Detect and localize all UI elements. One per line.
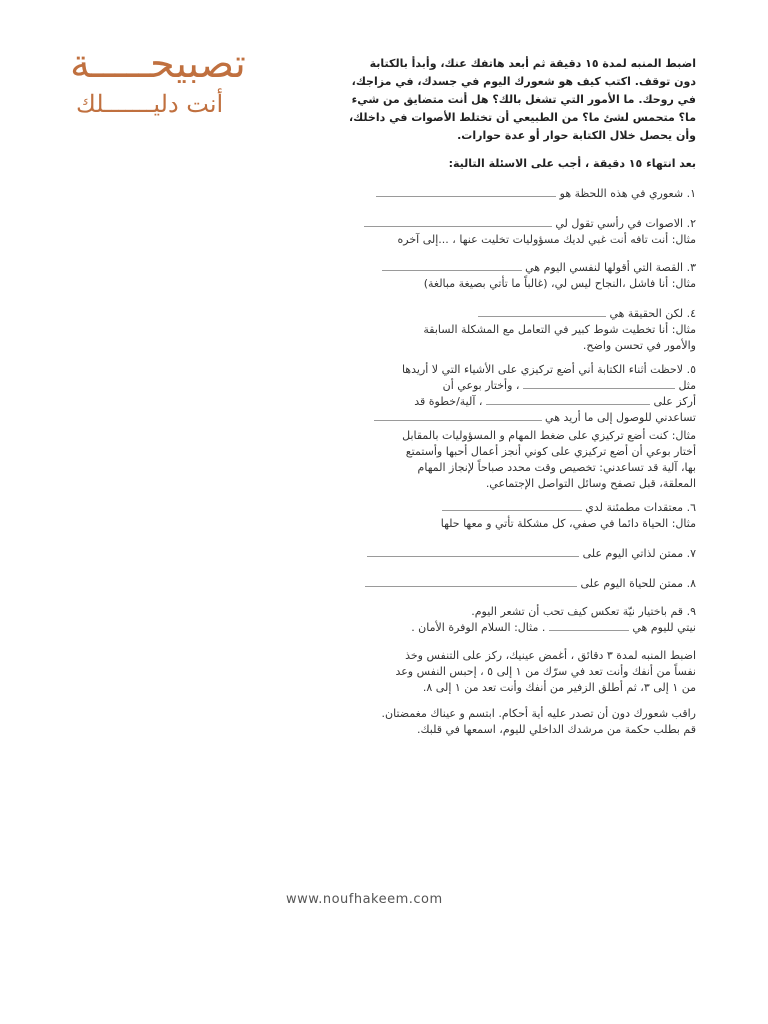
question-9: ٩. قم باختيار نيّة تعكس كيف تحب أن تشعر اليوم. (471, 605, 696, 618)
answer-blank-5c[interactable] (374, 411, 542, 421)
question-9-label: نيتي لليوم هي (632, 621, 696, 634)
question-5-label: ، وأختار بوعي أن (442, 379, 520, 392)
logo-subtitle: أنت دليـــــــلك (76, 90, 224, 118)
answer-blank-6[interactable] (442, 501, 582, 511)
question-8 (365, 576, 696, 592)
answer-blank-5b[interactable] (486, 395, 650, 405)
question-5-line (374, 410, 696, 426)
question-5-label: مثل (678, 379, 696, 392)
question-5-example: أختار بوعي أن أضع تركيزي على كوني أنجز أعمال أحبها وأستمتع (405, 445, 696, 458)
footer-website: www.noufhakeem.com (286, 892, 443, 907)
answer-blank-4[interactable] (478, 307, 606, 317)
question-2 (364, 216, 696, 232)
question-6-example: مثال: الحياة دائما في صفي، كل مشكلة تأتي و معها حلها (440, 517, 696, 530)
question-7 (367, 546, 696, 562)
closing-text: راقب شعورك دون أن تصدر عليه أية أحكام. ابتسم و عيناك مغمضتان. (381, 707, 696, 720)
question-1 (376, 186, 696, 202)
question-5-line (414, 394, 696, 410)
breathing-instruction: اضبط المنبه لمدة ٣ دقائق ، أغمض عينيك، ركز على التنفس وخذ (405, 649, 696, 662)
question-6 (442, 500, 696, 516)
answer-blank-2[interactable] (364, 217, 552, 227)
question-9-example: . مثال: السلام الوفرة الأمان . (411, 621, 546, 634)
question-5-example: بها، آلية قد تساعدني: تخصيص وقت محدد صباحاً لإنجاز المهام (417, 461, 696, 474)
question-7-label: ٧. ممتن لذاتي اليوم على (582, 547, 696, 560)
question-5-label: ، آلية/خطوة قد (414, 395, 483, 408)
question-4 (478, 306, 696, 322)
answer-blank-3[interactable] (382, 261, 522, 271)
answer-blank-1[interactable] (376, 187, 556, 197)
question-2-label: ٢. الاصوات في رأسي تقول لي (555, 217, 696, 230)
answer-blank-9[interactable] (549, 621, 629, 631)
question-3 (382, 260, 696, 276)
breathing-instruction: نفساً من أنفك وأنت تعد في سرّك من ١ إلى ٥ ، إحبس النفس وعد (395, 665, 696, 678)
question-5-example: مثال: كنت أضع تركيزي على ضغط المهام و المسؤوليات بالمقابل (402, 429, 696, 442)
instructions-heading: بعد انتهاء ١٥ دقيقة ، أجب على الاسئلة التالية: (448, 157, 696, 170)
logo-title: تصبيحـــــة (70, 41, 246, 87)
question-2-example: مثال: أنت تافه أنت غبي لديك مسؤوليات تخليت عنها ، ...إلى آخره (397, 233, 696, 246)
question-5-label: تساعدني للوصول إلى ما أريد هي (545, 411, 696, 424)
intro-line: ما؟ متحمس لشئ ما؟ من الطبيعي أن تختلط الأصوات في داخلك، (348, 111, 696, 124)
question-4-example: مثال: أنا تخطيت شوط كبير في التعامل مع المشكلة السابقة (423, 323, 696, 336)
breathing-instruction: من ١ إلى ٣، ثم أطلق الزفير من أنفك وأنت تعد من ١ إلى ٨. (422, 681, 696, 694)
question-8-label: ٨. ممتن للحياة اليوم على (580, 577, 696, 590)
intro-line: دون توقف. اكتب كيف هو شعورك اليوم في جسدك، في مزاجك، (351, 75, 696, 88)
question-5-line (443, 378, 696, 394)
answer-blank-5a[interactable] (523, 379, 675, 389)
question-5: ٥. لاحظت أثناء الكتابة أني أضع تركيزي على الأشياء التي لا أريدها (401, 363, 696, 376)
question-9-line (411, 620, 696, 636)
question-6-label: ٦. معتقدات مطمئنة لدي (585, 501, 696, 514)
intro-line: في روحك. ما الأمور التي تشغل بالك؟ هل أنت متضايق من شيء (351, 93, 696, 106)
answer-blank-7[interactable] (367, 547, 579, 557)
question-5-example: المعلقة، قبل تصفح وسائل التواصل الإجتماعي. (485, 477, 696, 490)
answer-blank-8[interactable] (365, 577, 577, 587)
intro-line: وأن يحصل خلال الكتابة حوار أو عدة حوارات. (457, 129, 696, 142)
question-1-label: ١. شعوري في هذه اللحظة هو (559, 187, 696, 200)
question-3-example: مثال: أنا فاشل ،النجاح ليس لي، (غالباً ما تأتي بصيغة مبالغة) (423, 277, 696, 290)
question-4-label: ٤. لكن الحقيقة هي (609, 307, 696, 320)
question-3-label: ٣. القصة التي أقولها لنفسي اليوم هي (525, 261, 696, 274)
intro-line: اضبط المنبه لمدة ١٥ دقيقة ثم أبعد هاتفك عنك، وأبدأ بالكتابة (369, 57, 696, 70)
question-4-example: والأمور في تحسن واضح. (582, 339, 696, 352)
closing-text: قم بطلب حكمة من مرشدك الداخلي لليوم، اسمعها في قلبك. (417, 723, 696, 736)
question-5-label: أركز على (653, 395, 696, 408)
